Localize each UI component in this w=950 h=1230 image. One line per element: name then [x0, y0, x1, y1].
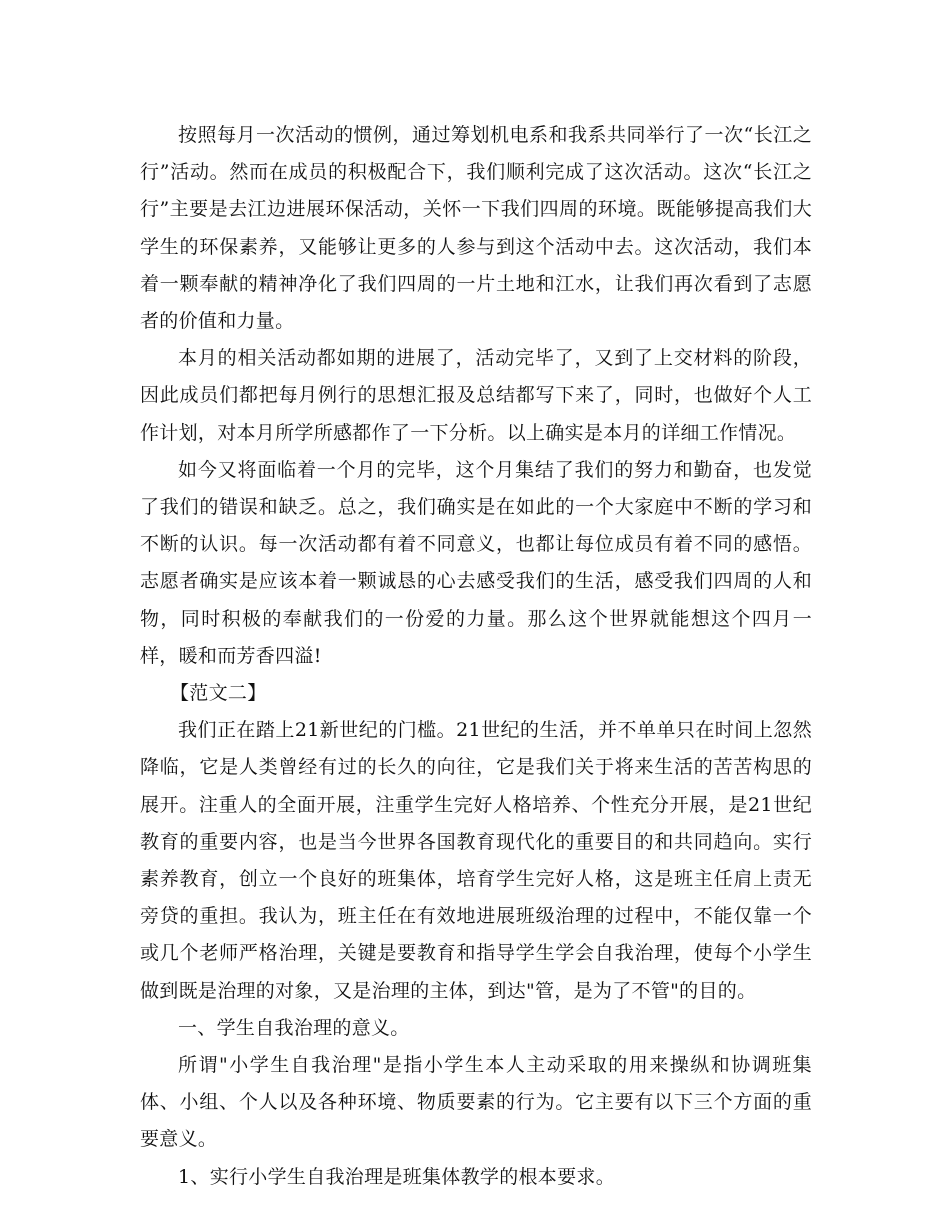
paragraph-month-reflection: 如今又将面临着一个月的完毕，这个月集结了我们的努力和勤奋，也发觉了我们的错误和缺乏。总之，我们确实是在如此的一个大家庭中不断的学习和不断的认识。每一次活动都有着不同意义，也都让每位成员有着不同的感悟。志愿者确实是应该本着一颗诚恳的心去感受我们的生活，感受我们四周的人和物，同时积极的奉献我们的一份爱的力量。那么这个世界就能想这个四月一样，暖和而芳香四溢!: [140, 458, 812, 667]
section-heading-self-management-meaning: 一、学生自我治理的意义。: [178, 1016, 410, 1039]
paragraph-monthly-summary: 本月的相关活动都如期的进展了，活动完毕了，又到了上交材料的阶段，因此成员们都把每月例行的思想汇报及总结都写下来了，同时，也做好个人工作计划，对本月所学所感都作了一下分析。以上确实是本月的详细工作情况。: [140, 347, 812, 444]
paragraph-21st-century-education: 我们正在踏上21新世纪的门槛。21世纪的生活，并不单单只在时间上忽然降临，它是人类曾经有过的长久的向往，它是我们关于将来生活的苦苦构思的展开。注重人的全面开展，注重学生完好人格培养、个性充分开展，是21世纪教育的重要内容，也是当今世界各国教育现代化的重要目的和共同趋向。实行素养教育，创立一个良好的班集体，培育学生完好人格，这是班主任肩上责无旁贷的重担。我认为，班主任在有效地进展班级治理的过程中，不能仅靠一个或几个老师严格治理，关键是要教育和指导学生学会自我治理，使每个小学生做到既是治理的对象，又是治理的主体，到达"管，是为了不管"的目的。: [140, 719, 812, 1002]
document-body: [140, 117, 812, 1196]
section-heading-sample-two: 【范文二】: [170, 682, 267, 705]
paragraph-self-management-definition: 所谓"小学生自我治理"是指小学生本人主动采取的用来操纵和协调班集体、小组、个人以及各种环境、物质要素的行为。它主要有以下三个方面的重要意义。: [140, 1054, 812, 1151]
list-item-point-one: 1、实行小学生自我治理是班集体教学的根本要求。: [178, 1165, 615, 1188]
paragraph-changjiang-activity: 按照每月一次活动的惯例，通过筹划机电系和我系共同举行了一次“长江之行”活动。然而在成员的积极配合下，我们顺利完成了这次活动。这次“长江之行”主要是去江边进展环保活动，关怀一下我们四周的环境。既能够提高我们大学生的环保素养，又能够让更多的人参与到这个活动中去。这次活动，我们本着一颗奉献的精神净化了我们四周的一片土地和江水，让我们再次看到了志愿者的价值和力量。: [140, 124, 812, 333]
